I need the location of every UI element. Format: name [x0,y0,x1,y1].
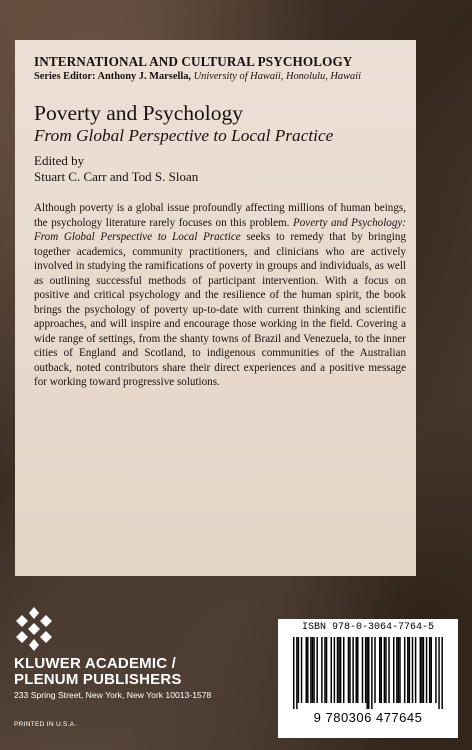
barcode-bar [357,637,358,703]
barcode-bar [374,637,375,703]
barcode-bar [348,637,349,703]
barcode-bar [384,637,385,703]
ean-number: 9 780306 477645 [313,710,423,725]
series-editor-name: Series Editor: Anthony J. Marsella, [34,71,192,82]
barcode-bar [316,637,317,703]
barcode-box [278,619,458,738]
barcode-bar [393,637,394,703]
barcode-bar [331,637,332,703]
isbn-text: ISBN 978-0-3064-7764-5 [301,622,435,633]
printed-in-label: PRINTED IN U.S.A. [14,721,77,728]
publisher-address: 233 Spring Street, New York, New York 10013-1578 [14,690,212,700]
barcode-bar [337,637,338,703]
barcode-bar [415,637,416,703]
barcode-bar [407,637,408,703]
barcode-bar [313,637,314,703]
book-title: Poverty and Psychology [34,101,244,125]
barcode-bar [421,637,422,703]
book-editors: Stuart C. Carr and Tod S. Sloan [34,169,199,184]
book-description [34,201,406,390]
barcode-bar [420,637,421,703]
barcode-bar [326,637,327,703]
description-part1: Although poverty is a global issue profoundly affecting millions of human beings, the psychology literature rarely focuses on this problem. [34,202,406,229]
barcode-bar [349,637,350,703]
barcode-bar [388,637,389,703]
barcode-bar [379,637,380,703]
barcode-bar [356,637,357,703]
barcode-bar [310,637,311,703]
barcode-bar [321,637,322,703]
barcode-bar [435,637,436,703]
series-title: INTERNATIONAL AND CULTURAL PSYCHOLOGY [34,54,353,69]
barcode-bar [296,637,297,709]
barcode-bar [362,637,363,703]
book-subtitle: From Global Perspective to Local Practice [34,126,334,145]
barcode-bar [307,637,308,703]
barcode-icon [293,637,443,709]
barcode-bar [293,637,294,709]
series-editor [34,71,406,82]
barcode-bar [385,637,386,703]
barcode-bar [438,637,439,709]
barcode-bar [381,637,382,703]
barcode-bar [366,637,367,709]
barcode-bar [431,637,432,703]
publisher-name-line2: PLENUM PUBLISHERS [14,671,182,688]
barcode-bar [399,637,400,703]
barcode-bar [298,637,299,703]
description-title-ref: Poverty and Psychology: From Global Perspective to Local Practice [34,216,406,243]
barcode-bar [301,637,302,703]
kluwer-logo-icon [14,605,54,653]
barcode-bar [338,637,339,703]
barcode-bar [306,637,307,703]
barcode-bar [368,637,369,709]
barcode-bar [343,637,344,703]
series-editor-affiliation: University of Hawaii, Honolulu, Hawaii [193,71,362,82]
barcode-bar [398,637,399,703]
barcode-bar [412,637,413,703]
barcode-bar [371,637,372,709]
barcode-bar [312,637,313,703]
barcode-bar [324,637,325,703]
publisher-block [14,656,211,700]
publisher-name-line1: KLUWER ACADEMIC / [14,655,176,672]
barcode-bar [409,637,410,703]
barcode-bar [423,637,424,703]
edited-by-label: Edited by [34,153,85,168]
barcode-bar [426,637,427,703]
description-part2: seeks to remedy that by bringing together academics, community practitioners, and clinicians who are actively involved in studying the ramifications of poverty in groups and individuals, as well as outlining successful methods of participant intervention. With a focus on positive and critical psychology and the resilience of the human spirit, the book brings the psychology of poverty up-to-date with current thinking and scientific approaches, and will inspire and encourage those working in the field. Covering a wide range of settings, from the shanty towns of Brazil and Venezuela, to the inner cities of England and Scotland, to indigenous communities of the Australian outback, noted contributors share their direct experiences and a positive message for working toward progressive solutions. [34,231,406,388]
barcode-bar [429,637,430,703]
barcode-bar [441,637,442,709]
barcode-bar [334,637,335,703]
barcode-bar [396,637,397,703]
text-panel [15,40,416,576]
barcode-bar [404,637,405,703]
barcode-bar [340,637,341,703]
barcode-bar [365,637,366,703]
barcode-bar [352,637,353,703]
